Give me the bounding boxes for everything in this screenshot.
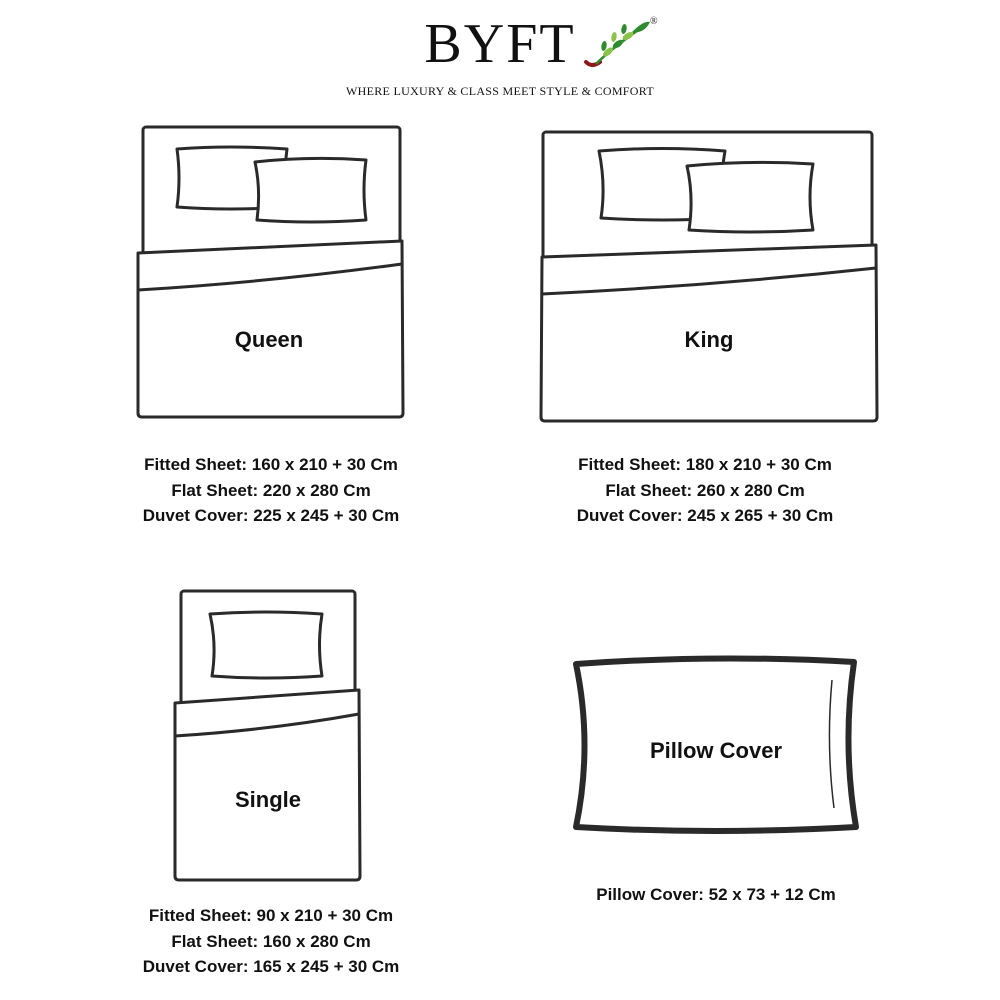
single-label: Single — [234, 787, 302, 812]
king-flat-sheet-spec: Flat Sheet: 260 x 280 Cm — [605, 480, 805, 500]
king-label: King — [684, 327, 734, 352]
pillow-cover-label: Pillow Cover — [649, 738, 783, 763]
king-fitted-sheet-spec: Fitted Sheet: 180 x 210 + 30 Cm — [578, 455, 832, 474]
queen-specs — [81, 452, 461, 529]
queen-fitted-sheet-spec: Fitted Sheet: 160 x 210 + 30 Cm — [144, 455, 398, 474]
queen-flat-sheet-spec: Flat Sheet: 220 x 280 Cm — [171, 480, 371, 500]
pillow-cover-seam — [829, 680, 834, 808]
king-bed-illustration — [541, 132, 877, 421]
single-bed-illustration — [175, 591, 360, 880]
single-pillow — [210, 612, 322, 678]
single-fitted-sheet-spec: Fitted Sheet: 90 x 210 + 30 Cm — [148, 906, 394, 925]
single-duvet-cover-spec: Duvet Cover: 165 x 245 + 30 Cm — [142, 957, 400, 976]
king-duvet-cover-spec: Duvet Cover: 245 x 265 + 30 Cm — [576, 506, 834, 525]
queen-bed-illustration — [138, 127, 403, 417]
queen-pillow-right — [255, 158, 366, 222]
single-specs — [81, 903, 461, 980]
pillow-cover-specs — [526, 882, 906, 908]
queen-duvet-cover-spec: Duvet Cover: 225 x 245 + 30 Cm — [142, 506, 400, 525]
single-flat-sheet-spec: Flat Sheet: 160 x 280 Cm — [171, 931, 371, 951]
brand-tagline: WHERE LUXURY & CLASS MEET STYLE & COMFORT — [346, 84, 654, 98]
king-pillow-right — [687, 162, 813, 232]
queen-label: Queen — [234, 327, 304, 352]
registered-mark: ® — [649, 16, 658, 27]
king-specs — [515, 452, 895, 529]
pillow-cover-spec: Pillow Cover: 52 x 73 + 12 Cm — [596, 885, 836, 904]
brand-name: BYFT — [424, 13, 576, 75]
